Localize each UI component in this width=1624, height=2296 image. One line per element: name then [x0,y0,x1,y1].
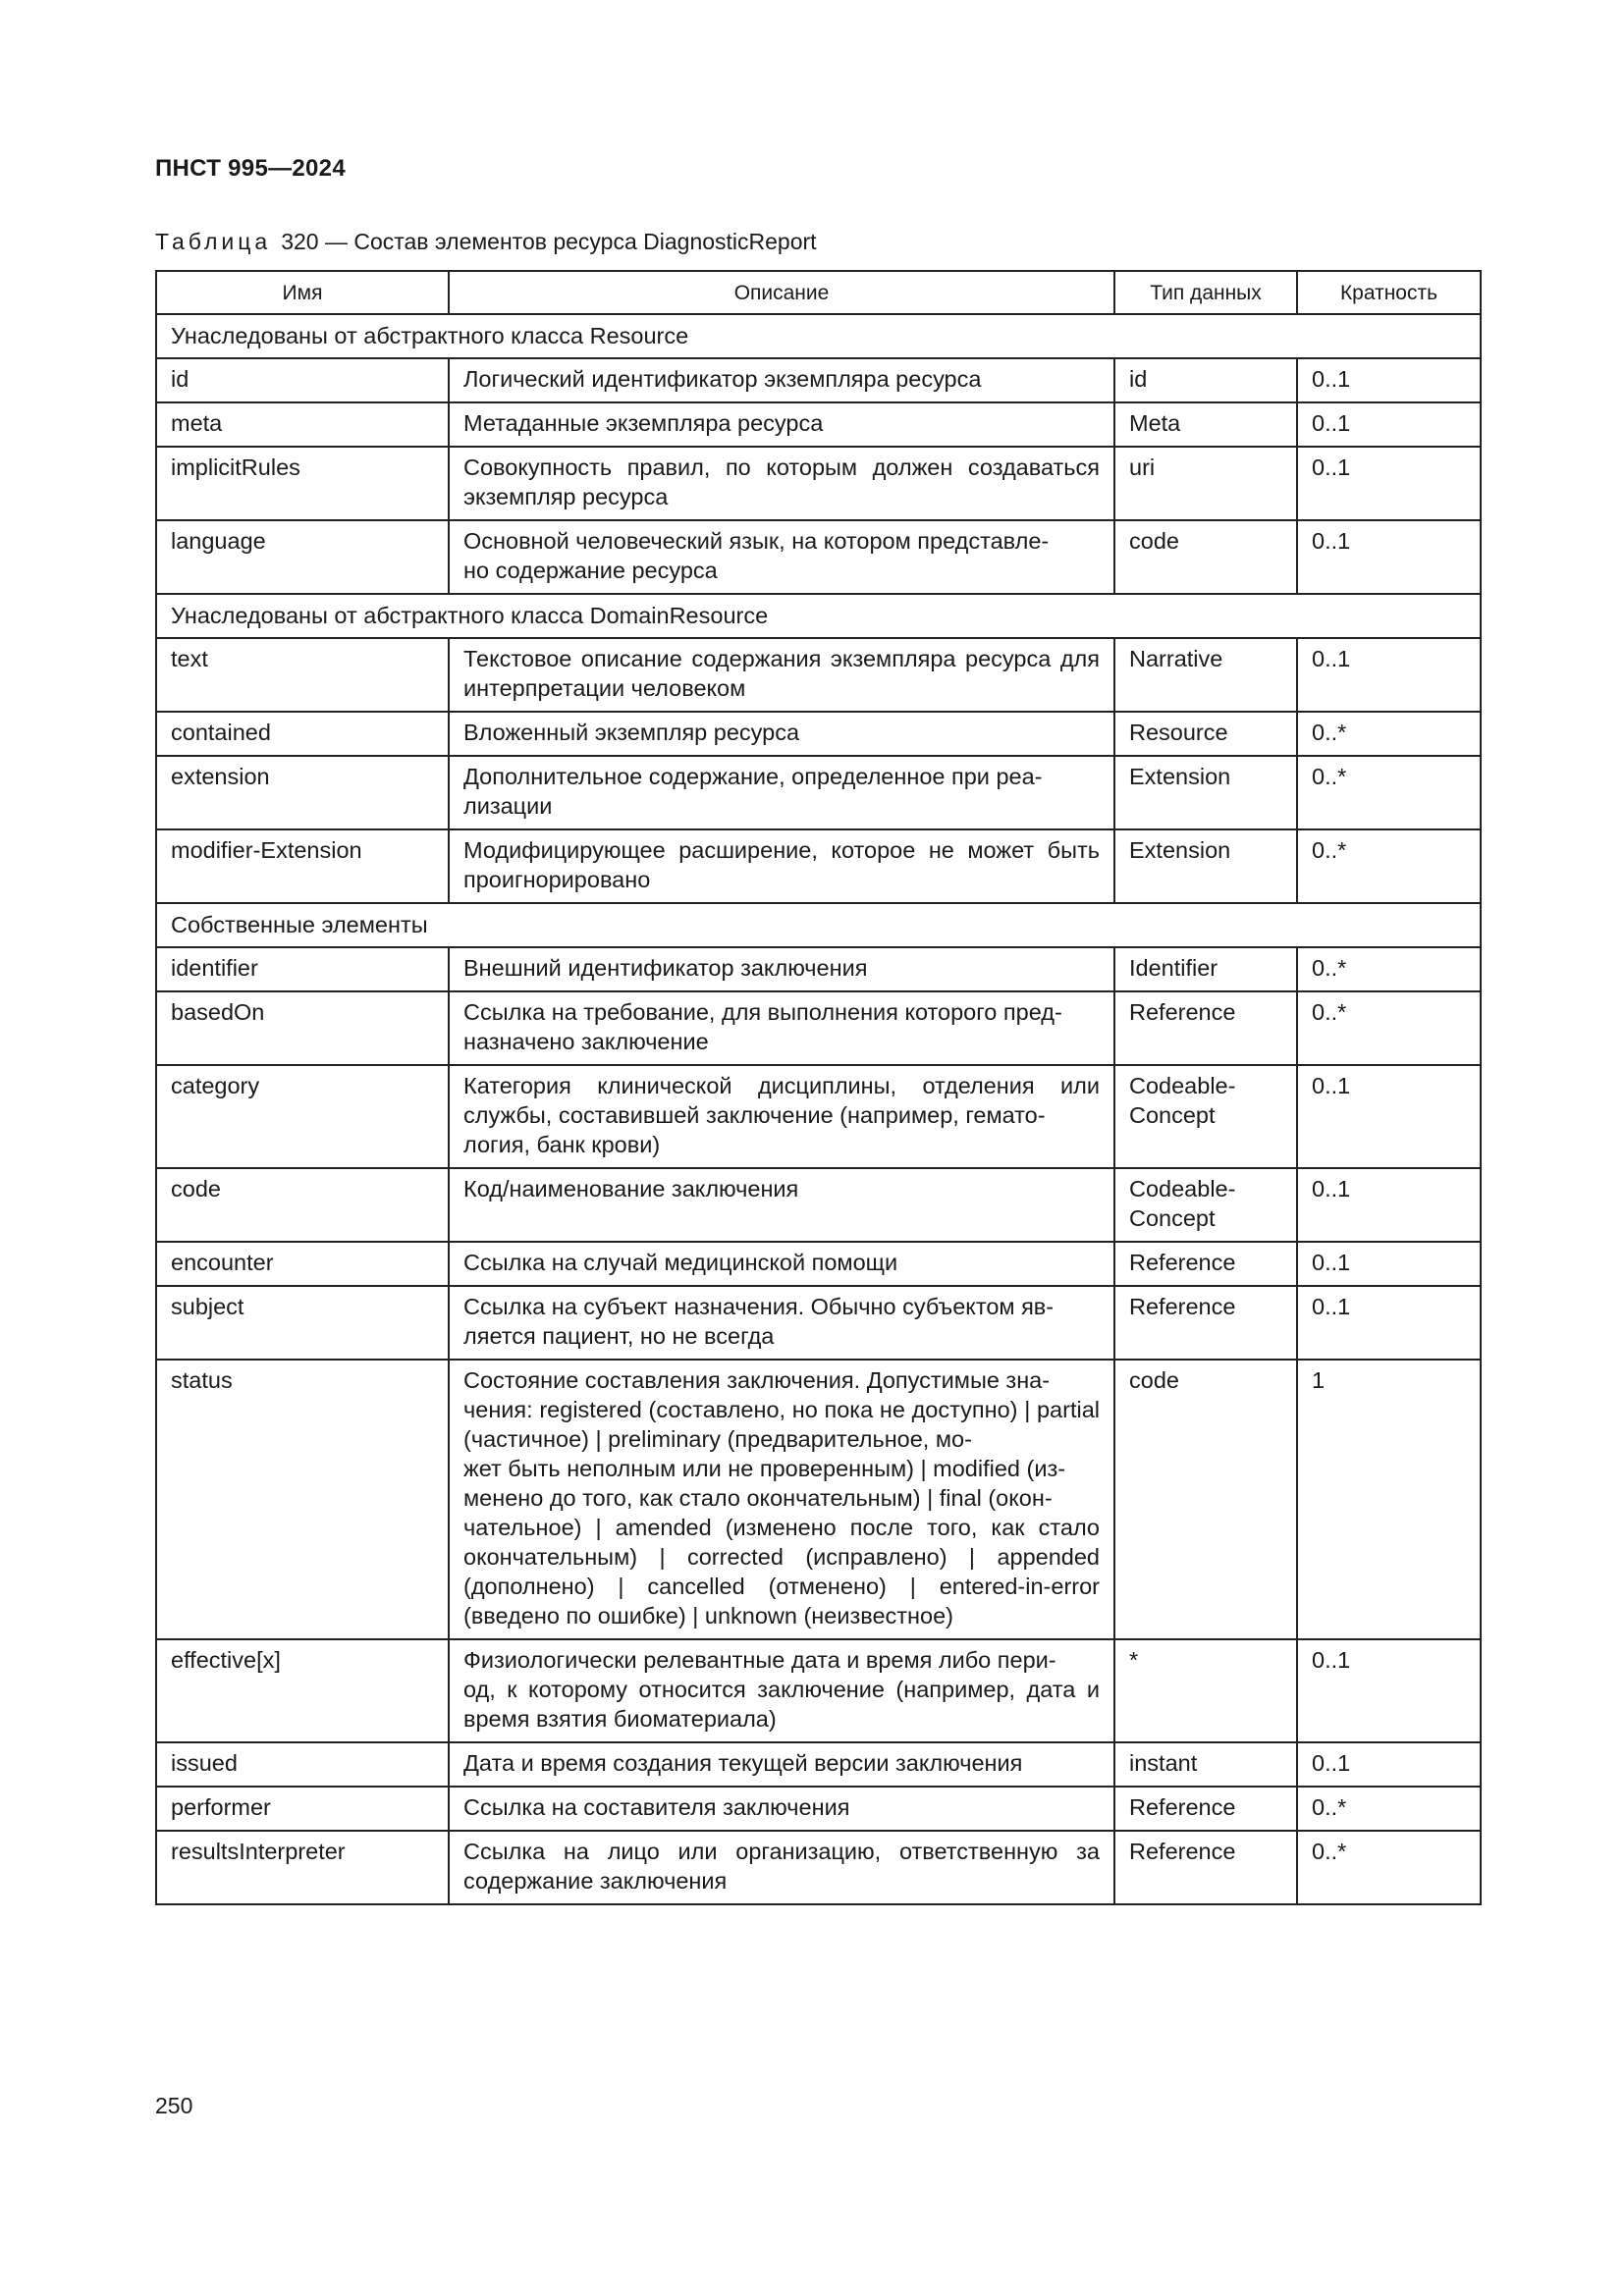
element-data-type: Identifier [1114,947,1297,991]
table-row [156,712,1481,756]
table-header [156,271,1481,314]
table-row [156,1242,1481,1286]
element-name: basedOn [156,991,449,1065]
document-id: ПНСТ 995—2024 [155,155,346,182]
element-description: Состояние составления заключения. Допустимые зна- чения: registered (составлено, но пока не доступно) | partial (частичное) | preliminary (предварительное, мо- жет быть неполным или не проверенным) | modified (из- менено до того, как стало окончательным) | final (окон- чательное) | amended (изменено после того, как стало окончательным) | corrected (исправлено) | appended (дополнено) | cancelled (отменено) | entered-in-error (введено по ошибке) | unknown (неизвестное) [449,1360,1114,1639]
element-description: Код/наименование заключения [449,1168,1114,1242]
element-description: Ссылка на лицо или организацию, ответственную за содержание заключения [449,1831,1114,1904]
element-name: contained [156,712,449,756]
section-title: Унаследованы от абстрактного класса Resource [156,314,1481,358]
element-name: code [156,1168,449,1242]
element-cardinality: 0..1 [1297,402,1481,447]
column-header-data-type: Тип данных [1114,271,1297,314]
column-header-description: Описание [449,271,1114,314]
element-cardinality: 1 [1297,1360,1481,1639]
element-description: Дополнительное содержание, определенное при реа- лизации [449,756,1114,829]
element-data-type: Meta [1114,402,1297,447]
element-cardinality: 0..1 [1297,638,1481,712]
element-description: Ссылка на случай медицинской помощи [449,1242,1114,1286]
element-name: status [156,1360,449,1639]
element-description: Модифицирующее расширение, которое не может быть проигнорировано [449,829,1114,903]
element-name: category [156,1065,449,1168]
element-description: Категория клинической дисциплины, отделения или службы, составившей заключение (например, гемато- логия, банк крови) [449,1065,1114,1168]
table-caption-text: 320 — Состав элементов ресурса DiagnosticReport [281,229,817,254]
element-name: effective[x] [156,1639,449,1742]
element-name: issued [156,1742,449,1787]
element-data-type: code [1114,1360,1297,1639]
page-number: 250 [155,2093,193,2118]
element-data-type: Reference [1114,1242,1297,1286]
table-body [156,314,1481,1904]
element-cardinality: 0..* [1297,1787,1481,1831]
element-cardinality: 0..1 [1297,1639,1481,1742]
table-row [156,520,1481,594]
element-cardinality: 0..1 [1297,1065,1481,1168]
element-description: Текстовое описание содержания экземпляра ресурса для интерпретации человеком [449,638,1114,712]
element-data-type: Reference [1114,1787,1297,1831]
element-name: id [156,358,449,402]
element-name: subject [156,1286,449,1360]
section-row [156,594,1481,638]
table-caption-label: Таблица [155,229,272,254]
table-row [156,1787,1481,1831]
table-row [156,638,1481,712]
element-description: Внешний идентификатор заключения [449,947,1114,991]
element-data-type: Codeable- Concept [1114,1065,1297,1168]
section-title: Собственные элементы [156,903,1481,947]
table-row [156,756,1481,829]
element-description: Основной человеческий язык, на котором представле- но содержание ресурса [449,520,1114,594]
element-data-type: Extension [1114,829,1297,903]
element-data-type: code [1114,520,1297,594]
element-description: Дата и время создания текущей версии заключения [449,1742,1114,1787]
element-description: Метаданные экземпляра ресурса [449,402,1114,447]
table-row [156,829,1481,903]
column-header-cardinality: Кратность [1297,271,1481,314]
element-name: identifier [156,947,449,991]
element-name: meta [156,402,449,447]
table-row [156,1168,1481,1242]
element-description: Совокупность правил, по которым должен создаваться экземпляр ресурса [449,447,1114,520]
element-name: encounter [156,1242,449,1286]
table-row [156,947,1481,991]
element-cardinality: 0..* [1297,947,1481,991]
element-data-type: Resource [1114,712,1297,756]
element-data-type: Reference [1114,1286,1297,1360]
section-row [156,314,1481,358]
element-data-type: * [1114,1639,1297,1742]
element-name: implicitRules [156,447,449,520]
elements-table [155,270,1482,1905]
element-cardinality: 0..* [1297,712,1481,756]
element-cardinality: 0..* [1297,1831,1481,1904]
header-row [156,271,1481,314]
table-row [156,1065,1481,1168]
element-data-type: Narrative [1114,638,1297,712]
element-cardinality: 0..1 [1297,1286,1481,1360]
element-description: Ссылка на составителя заключения [449,1787,1114,1831]
element-cardinality: 0..* [1297,991,1481,1065]
table-row [156,1831,1481,1904]
table-row [156,358,1481,402]
table-row [156,1742,1481,1787]
element-description: Физиологически релевантные дата и время либо пери- од, к которому относится заключение (например, дата и время взятия биоматериала) [449,1639,1114,1742]
element-description: Логический идентификатор экземпляра ресурса [449,358,1114,402]
table-row [156,1639,1481,1742]
element-name: text [156,638,449,712]
table-row [156,447,1481,520]
element-name: modifier-Extension [156,829,449,903]
column-header-name: Имя [156,271,449,314]
element-name: language [156,520,449,594]
table-caption [155,229,817,255]
element-data-type: instant [1114,1742,1297,1787]
element-name: resultsInterpreter [156,1831,449,1904]
table-row [156,991,1481,1065]
element-data-type: Reference [1114,1831,1297,1904]
table-row [156,1360,1481,1639]
element-data-type: Reference [1114,991,1297,1065]
element-description: Ссылка на требование, для выполнения которого пред- назначено заключение [449,991,1114,1065]
table-row [156,402,1481,447]
element-description: Вложенный экземпляр ресурса [449,712,1114,756]
table-row [156,1286,1481,1360]
element-name: performer [156,1787,449,1831]
element-cardinality: 0..* [1297,829,1481,903]
element-data-type: Codeable- Concept [1114,1168,1297,1242]
element-cardinality: 0..1 [1297,447,1481,520]
section-row [156,903,1481,947]
element-data-type: id [1114,358,1297,402]
element-data-type: uri [1114,447,1297,520]
element-cardinality: 0..1 [1297,1242,1481,1286]
element-description: Ссылка на субъект назначения. Обычно субъектом яв- ляется пациент, но не всегда [449,1286,1114,1360]
element-cardinality: 0..1 [1297,520,1481,594]
element-name: extension [156,756,449,829]
element-cardinality: 0..1 [1297,358,1481,402]
element-cardinality: 0..1 [1297,1742,1481,1787]
section-title: Унаследованы от абстрактного класса DomainResource [156,594,1481,638]
element-cardinality: 0..* [1297,756,1481,829]
element-cardinality: 0..1 [1297,1168,1481,1242]
element-data-type: Extension [1114,756,1297,829]
